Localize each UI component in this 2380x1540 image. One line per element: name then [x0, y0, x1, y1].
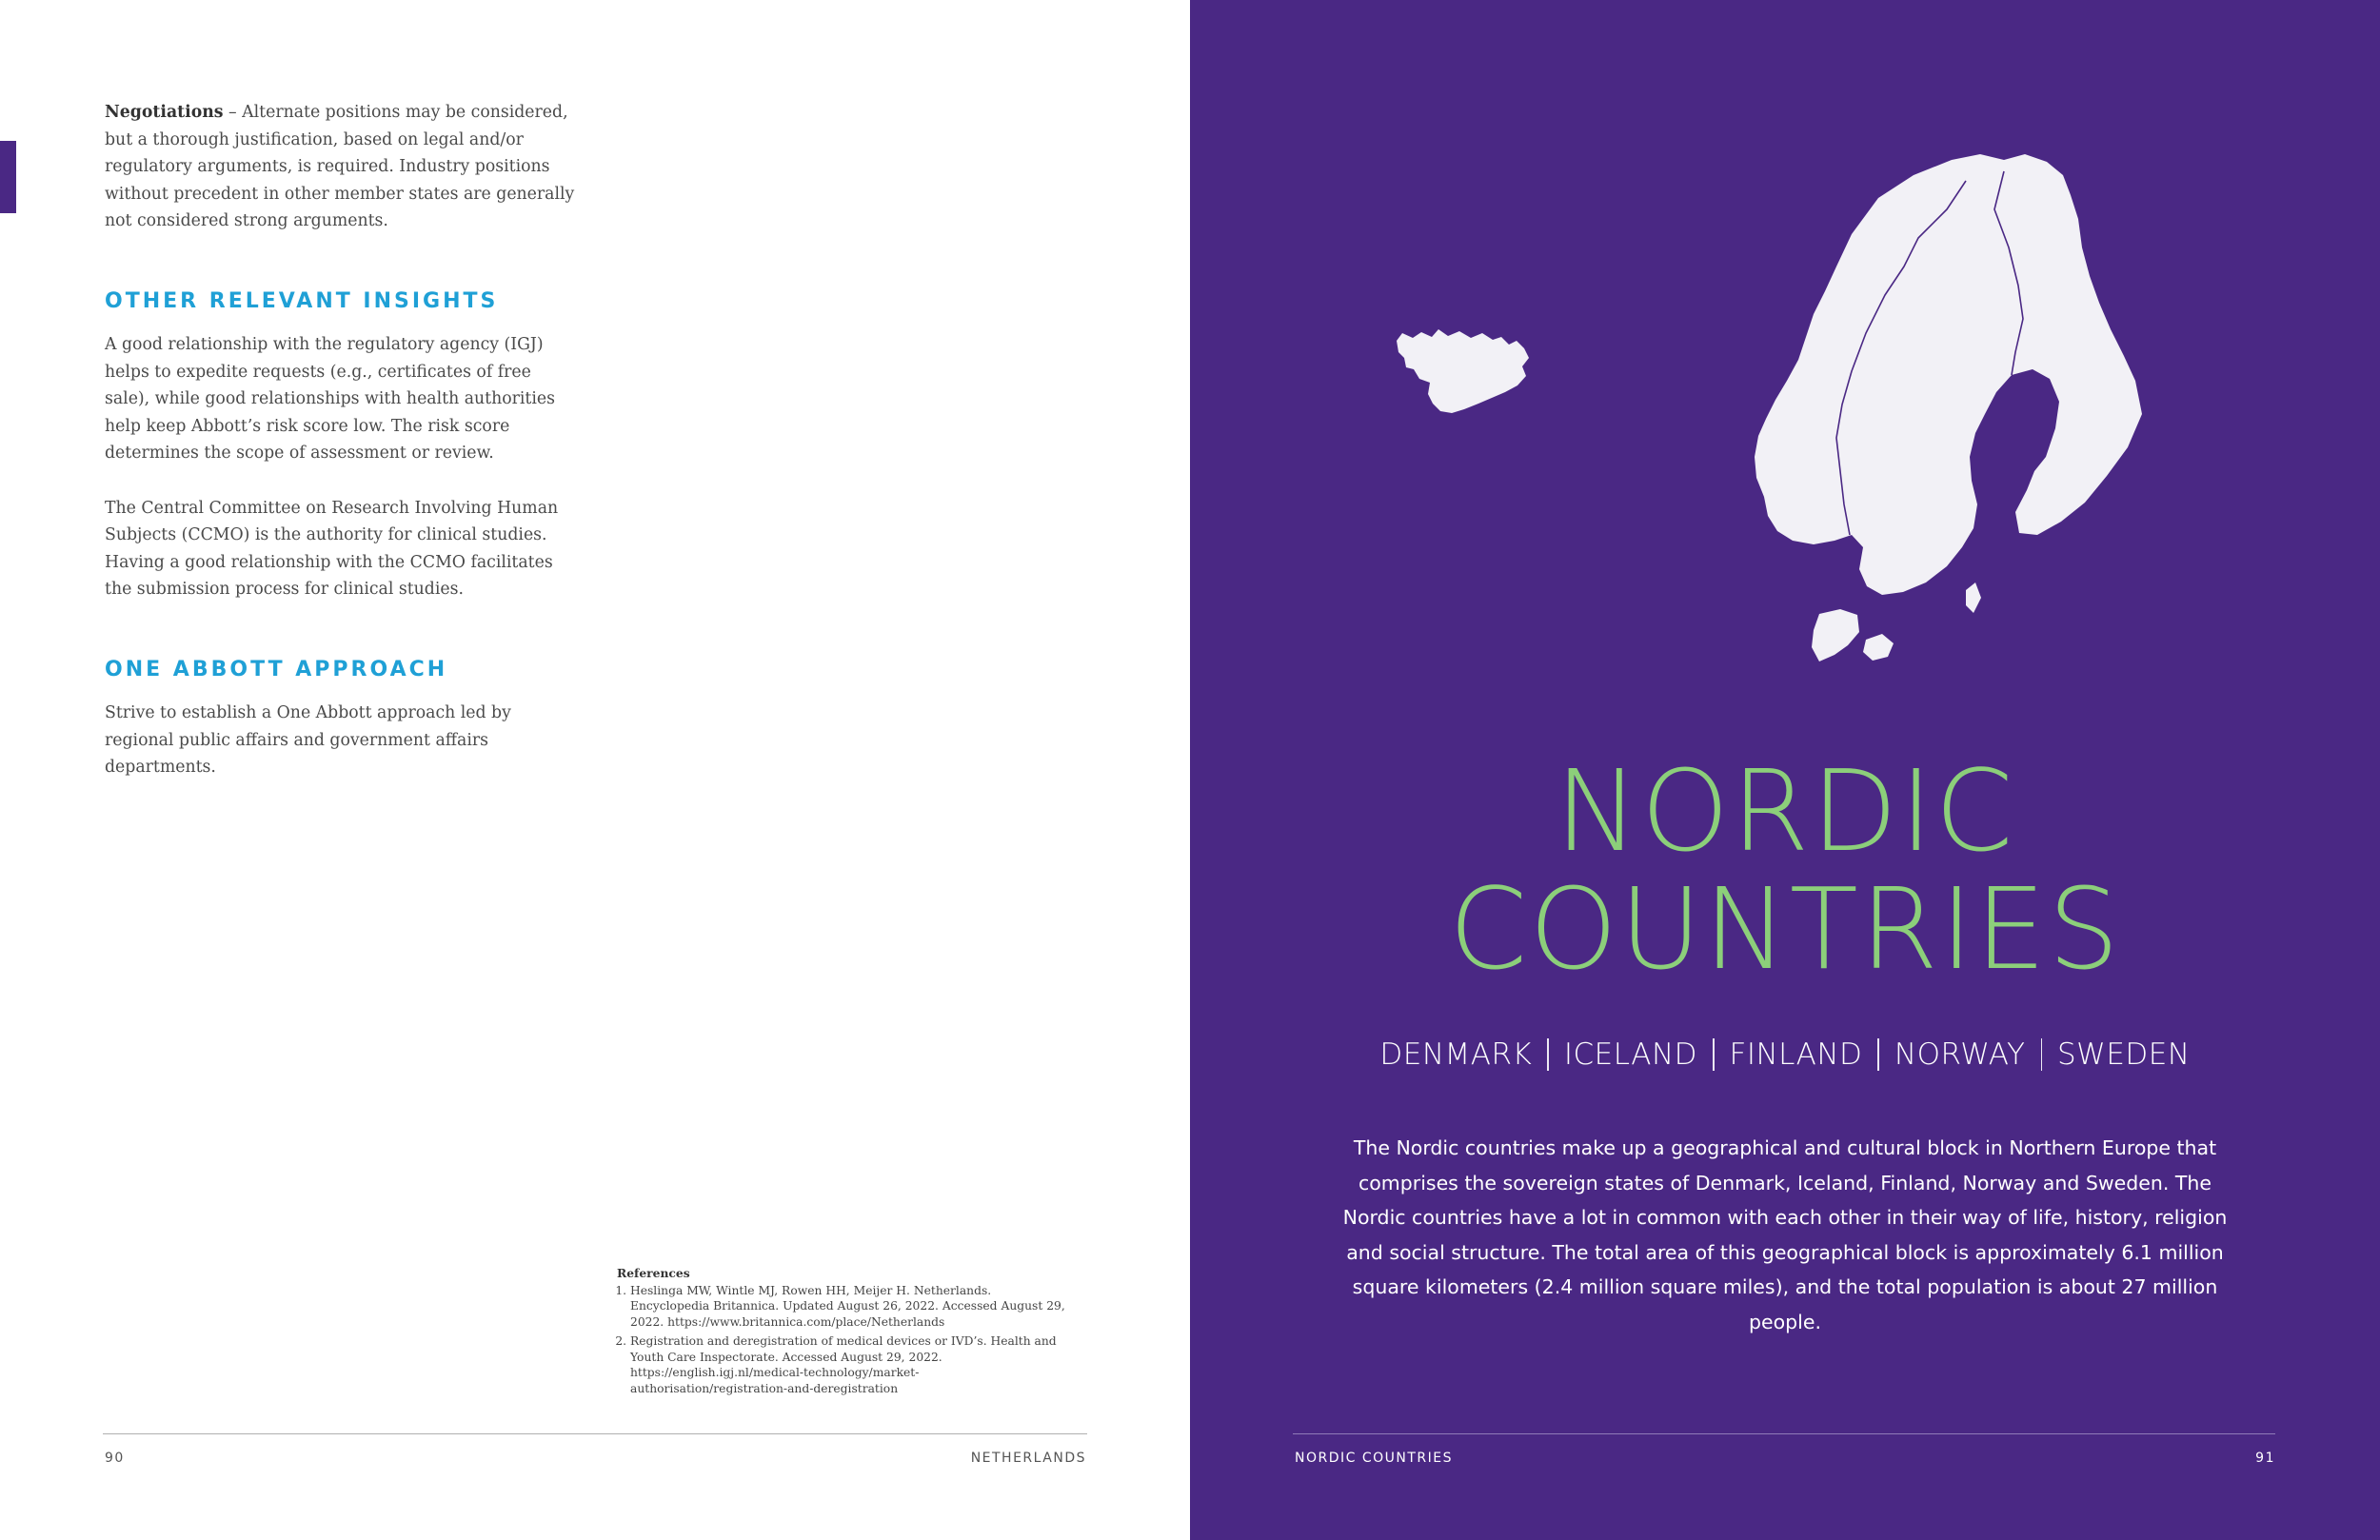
page-number-right: 91: [2255, 1451, 2275, 1466]
footer-rule-right: [1293, 1433, 2275, 1434]
footer-rule-left: [103, 1433, 1087, 1434]
one-abbott-paragraph: Strive to establish a One Abbott approach led by regional public affairs and government affairs departments.: [105, 703, 511, 778]
country-separator: [2041, 1038, 2043, 1071]
other-insights-body: [105, 331, 581, 603]
negotiations-paragraph: [105, 99, 581, 235]
country-sweden: SWEDEN: [2057, 1037, 2191, 1072]
negotiations-text: – Alternate positions may be considered, but a thorough justification, based on legal and/or regulatory arguments, is required. Industry positions without precedent in other member states are generally not considered strong arguments.: [105, 103, 575, 231]
country-denmark: DENMARK: [1379, 1037, 1533, 1072]
denmark-island: [1863, 634, 1894, 661]
reference-item: 2. Registration and deregistration of medical devices or IVD’s. Health and Youth Care Inspectorate. Accessed August 29, 2022. https://english.igj.nl/medical-technology/market-authorisation/registration-and-deregistration: [630, 1333, 1074, 1396]
insights-paragraph-1: A good relationship with the regulatory agency (IGJ) helps to expedite requests (e.g., certificates of free sale), while good relationships with health authorities help keep Abbott’s risk score low. The risk score determines the scope of assessment or review.: [105, 335, 555, 464]
section-tab-marker: [0, 141, 16, 213]
country-norway: NORWAY: [1894, 1037, 2026, 1072]
title-line-2: COUNTRIES: [1448, 863, 2122, 995]
page-title: [1190, 745, 2380, 995]
one-abbott-body: [105, 700, 581, 781]
footer-section-right: NORDIC COUNTRIES: [1295, 1451, 1454, 1466]
page-number-left: 90: [105, 1451, 125, 1466]
scandinavia-shape: [1755, 154, 2142, 595]
references-title: References: [617, 1266, 690, 1280]
one-abbott-heading: ONE ABBOTT APPROACH: [105, 658, 448, 681]
country-separator: [1877, 1038, 1879, 1071]
title-line-1: NORDIC: [1555, 745, 2015, 877]
intro-paragraph: The Nordic countries make up a geographical and cultural block in Northern Europe that comprises the sovereign states of Denmark, Iceland, Finland, Norway and Sweden. The Nordic countries have a lot in common with each other in their way of life, history, religion and social structure. The total area of this geographical block is approximately 6.1 million square kilometers (2.4 million square miles), and the total population is about 27 million people.: [1342, 1136, 2228, 1333]
negotiations-label: Negotiations: [105, 103, 224, 122]
country-separator: [1547, 1038, 1549, 1071]
iceland-shape: [1397, 329, 1529, 413]
negotiations-block: [105, 99, 581, 235]
country-finland: FINLAND: [1729, 1037, 1863, 1072]
gotland-island: [1966, 582, 1981, 613]
references: [617, 1266, 1074, 1400]
right-page: [1190, 0, 2380, 1540]
insights-paragraph-2: The Central Committee on Research Involving Human Subjects (CCMO) is the authority for clinical studies. Having a good relationship with the CCMO facilitates the submission process for clinical studies.: [105, 498, 559, 600]
country-list: [1190, 1037, 2380, 1072]
other-insights-heading: OTHER RELEVANT INSIGHTS: [105, 289, 499, 313]
country-iceland: ICELAND: [1563, 1037, 1697, 1072]
country-separator: [1713, 1038, 1715, 1071]
reference-item: 1. Heslinga MW, Wintle MJ, Rowen HH, Meijer H. Netherlands. Encyclopedia Britannica. Updated August 26, 2022. Accessed August 29, 2022. https://www.britannica.com/place/Netherlands: [630, 1283, 1074, 1331]
footer-section-left: NETHERLANDS: [970, 1451, 1086, 1466]
nordic-map-icon: [1338, 143, 2232, 733]
denmark-shape: [1812, 609, 1859, 661]
